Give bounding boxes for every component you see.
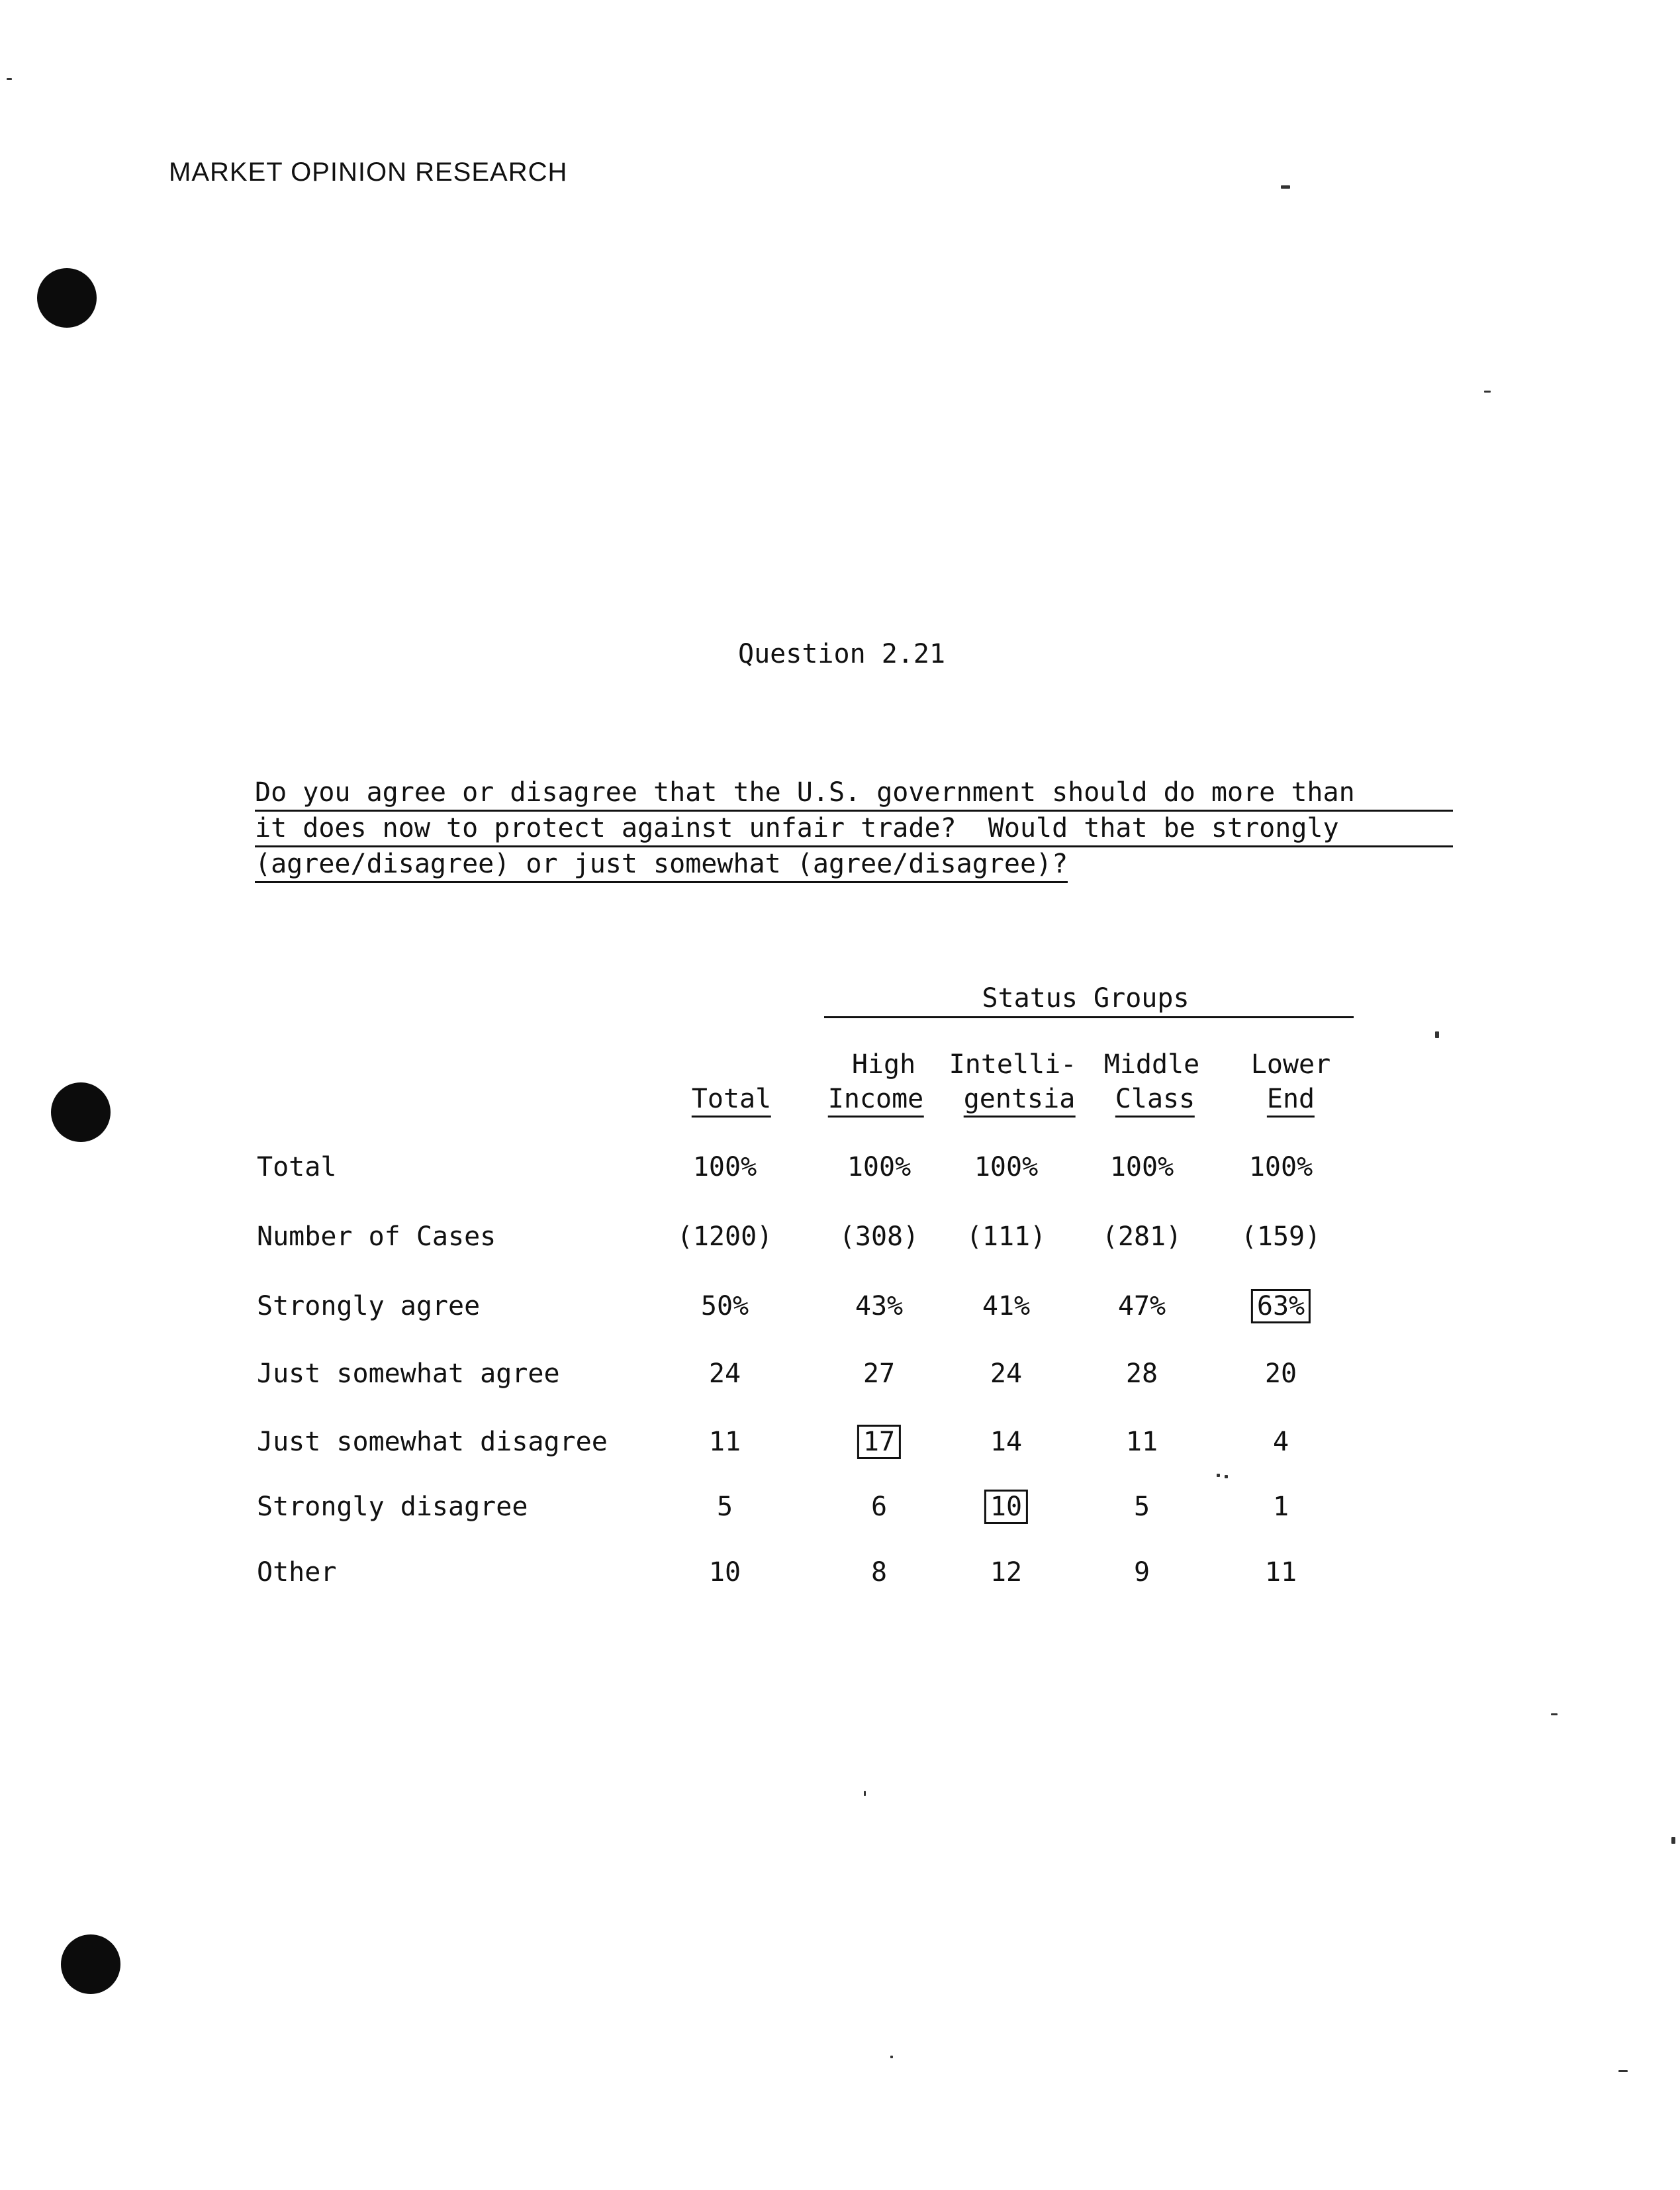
column-header-total: Total [692,1084,771,1118]
table-cell-highlighted: 63% [1251,1289,1311,1323]
table-cell: 24 [990,1358,1023,1389]
column-header-line2: gentsia [964,1084,1076,1118]
scan-speck [864,1791,866,1796]
scan-speck [890,2056,893,2058]
table-cell: 5 [716,1492,733,1522]
table-cell: 14 [990,1427,1023,1457]
scan-speck [1618,2070,1628,2072]
group-header: Status Groups [982,983,1190,1014]
column-header-line1: Intelli- [949,1049,1077,1080]
scan-speck [1671,1837,1675,1844]
row-label: Strongly agree [257,1291,481,1321]
row-label: Number of Cases [257,1221,496,1252]
table-cell: 28 [1125,1358,1158,1389]
column-header-line2: Class [1115,1084,1195,1118]
punch-hole [37,268,97,328]
table-cell: 100% [1248,1152,1313,1182]
row-label: Total [257,1152,337,1182]
scan-speck [1217,1474,1220,1477]
table-cell: 41% [982,1291,1031,1321]
table-cell: 10 [708,1557,741,1588]
table-cell: (159) [1240,1221,1321,1252]
table-cell: 20 [1264,1358,1297,1389]
scan-speck [1551,1713,1558,1715]
group-header-rule [824,1016,1354,1018]
table-cell: 100% [847,1152,911,1182]
table-cell: (308) [839,1221,919,1252]
table-cell: (1200) [677,1221,773,1252]
scan-speck [1435,1031,1439,1038]
table-cell: 27 [863,1358,896,1389]
table-cell: 6 [870,1492,888,1522]
table-cell: 11 [708,1427,741,1457]
table-cell: 12 [990,1557,1023,1588]
scan-speck [1484,391,1491,393]
table-cell-highlighted: 10 [984,1490,1028,1524]
punch-hole [61,1934,120,1994]
row-label: Just somewhat agree [257,1358,560,1389]
table-cell: 11 [1125,1427,1158,1457]
question-line: Do you agree or disagree that the U.S. government should do more than [255,776,1453,812]
table-cell: 100% [974,1152,1039,1182]
table-cell: 24 [708,1358,741,1389]
question-number: Question 2.21 [738,639,946,669]
column-header-line2: End [1267,1084,1315,1118]
column-header-line1: Middle [1103,1049,1200,1080]
question-line: it does now to protect against unfair trade? Would that be strongly [255,812,1453,847]
row-label: Other [257,1557,337,1588]
table-cell: 8 [870,1557,888,1588]
table-cell: 43% [855,1291,904,1321]
punch-hole [51,1082,111,1142]
column-header-line1: High [851,1049,916,1080]
table-cell: 100% [1109,1152,1174,1182]
question-line: (agree/disagree) or just somewhat (agree/disagree)? [255,847,1068,883]
table-cell: 47% [1117,1291,1166,1321]
table-cell: 1 [1272,1492,1289,1522]
company-letterhead: MARKET OPINION RESEARCH [169,158,568,187]
table-cell-highlighted: 17 [857,1425,901,1459]
column-header-line2: Income [828,1084,924,1118]
scan-speck [1225,1475,1228,1478]
table-cell: 4 [1272,1427,1289,1457]
table-cell: 9 [1133,1557,1150,1588]
row-label: Just somewhat disagree [257,1427,608,1457]
table-cell: 5 [1133,1492,1150,1522]
table-cell: (111) [966,1221,1047,1252]
table-cell: 50% [700,1291,749,1321]
table-cell: (281) [1101,1221,1182,1252]
scan-speck [1281,185,1290,189]
column-header-line1: Lower [1250,1049,1331,1080]
scan-speck [7,78,12,80]
table-cell: 100% [692,1152,757,1182]
row-label: Strongly disagree [257,1492,528,1522]
table-cell: 11 [1264,1557,1297,1588]
